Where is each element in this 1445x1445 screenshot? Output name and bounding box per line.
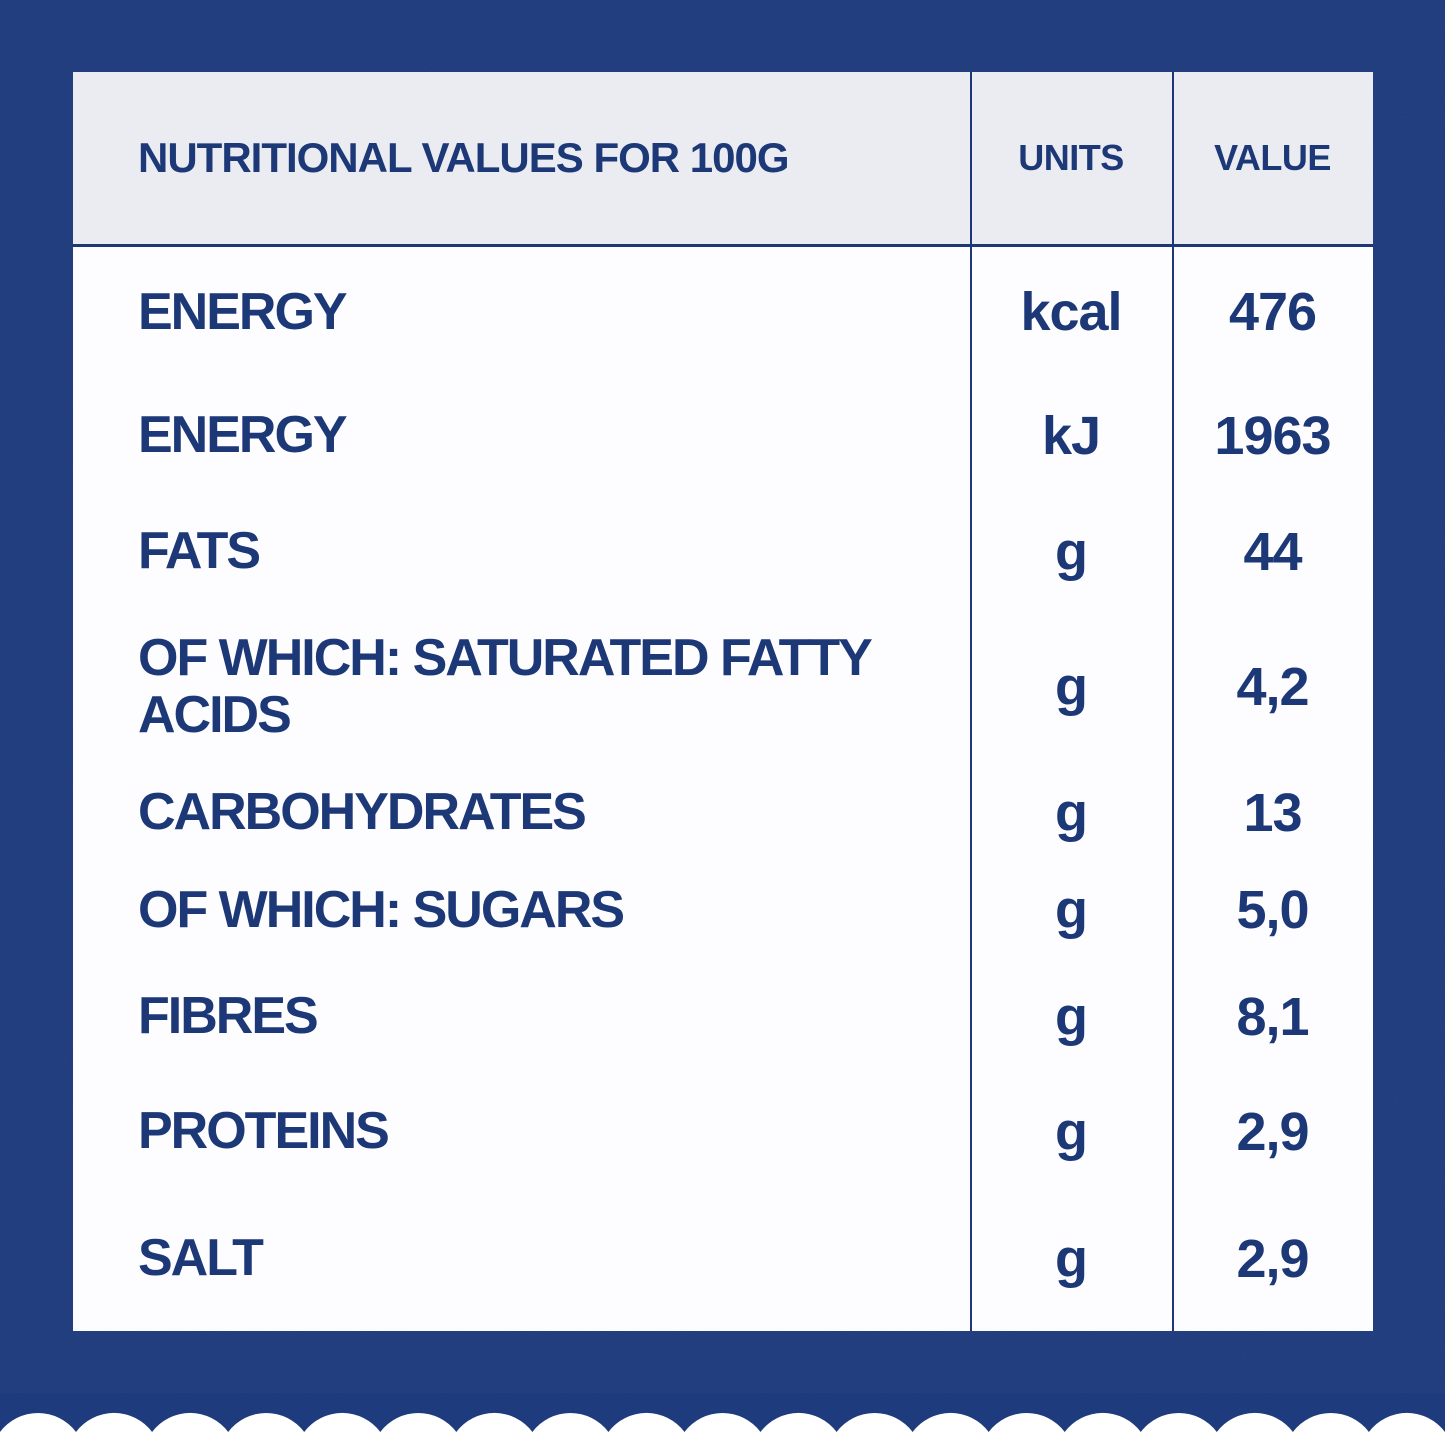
row-unit: g [1055,986,1087,1047]
row-label: CARBOHYDRATES [138,783,585,842]
row-value: 5,0 [1236,880,1309,940]
row-label: OF WHICH: SUGARS [138,880,624,939]
value-column-header: VALUE [1214,137,1331,178]
units-column-header: UNITS [1018,137,1124,178]
column-divider-units [970,72,972,1331]
row-unit: g [1055,782,1087,843]
row-label: FIBRES [138,987,317,1046]
table-row [73,861,1373,959]
table-body [73,247,1373,1328]
row-unit: g [1055,1228,1087,1289]
column-divider-value [1172,72,1174,1331]
row-unit: g [1055,1101,1087,1162]
table-row [73,609,1373,764]
row-value: 44 [1243,521,1302,582]
row-unit: kcal [1020,282,1122,342]
table-row [73,764,1373,861]
row-value: 476 [1228,282,1317,342]
table-title: NUTRITIONAL VALUES FOR 100G [138,134,789,181]
table-row [73,959,1373,1074]
row-unit: g [1055,880,1087,940]
row-unit: g [1055,656,1087,717]
row-label: ENERGY [138,406,346,465]
table-row [73,1189,1373,1328]
nutrition-table [73,72,1373,1331]
row-value: 2,9 [1236,1228,1309,1289]
row-label: OF WHICH: SATURATED FATTY ACIDS [138,629,870,744]
row-value: 8,1 [1236,986,1309,1047]
table-row [73,494,1373,609]
row-label: SALT [138,1229,262,1288]
row-label: ENERGY [138,282,346,341]
table-row [73,247,1373,377]
row-value: 1963 [1214,405,1331,466]
row-unit: kJ [1041,405,1101,466]
row-value: 13 [1243,782,1302,843]
row-unit: g [1055,521,1087,582]
row-label: PROTEINS [138,1102,388,1161]
row-value: 4,2 [1236,656,1309,717]
table-row [73,1074,1373,1189]
scalloped-edge [0,1393,1445,1445]
table-row [73,377,1373,494]
row-value: 2,9 [1236,1101,1309,1162]
table-header-row [73,72,1373,247]
row-label: FATS [138,522,260,581]
